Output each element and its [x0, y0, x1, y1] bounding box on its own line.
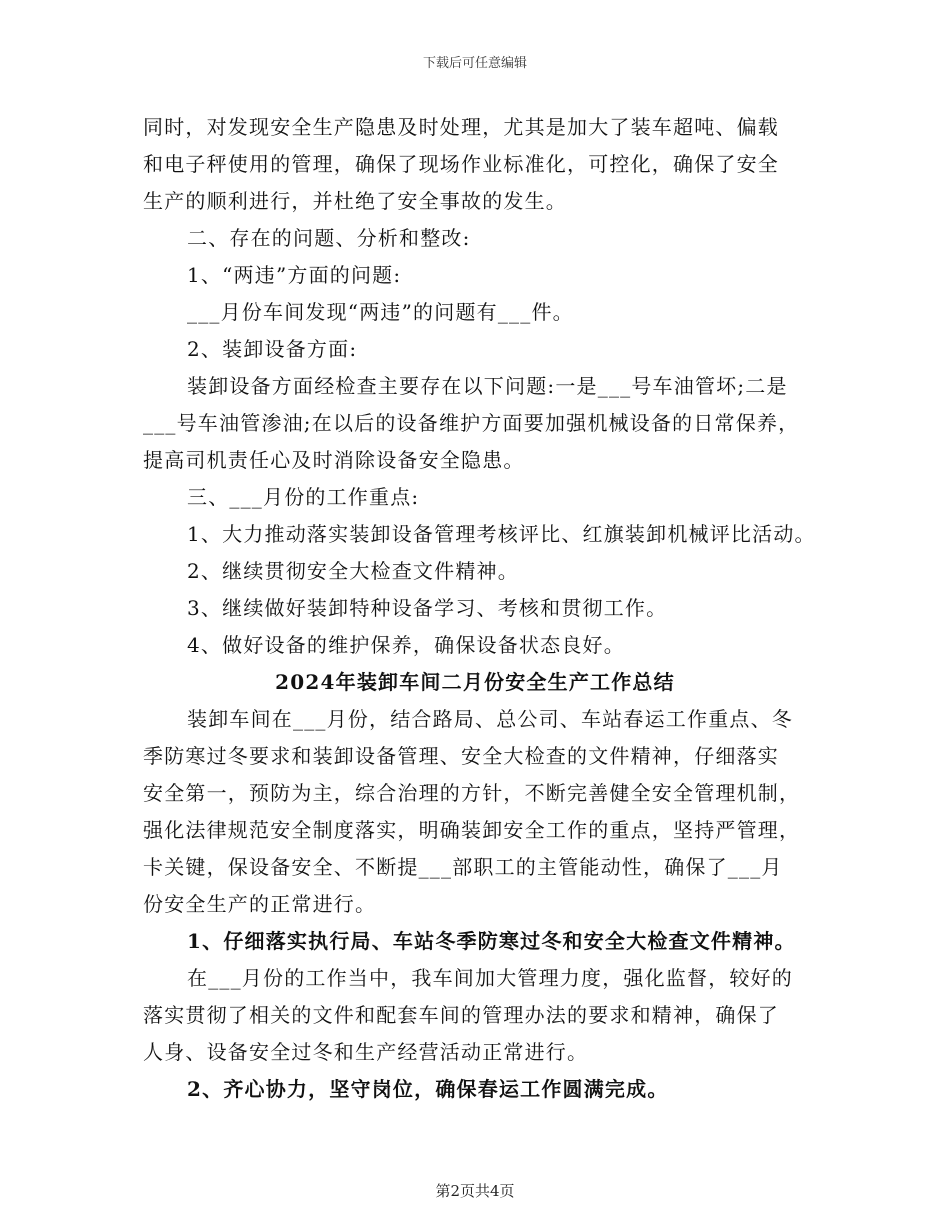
body-line: ___月份车间发现“两违”的问题有___件。 — [187, 300, 574, 324]
section-heading: 三、___月份的工作重点: — [187, 485, 420, 509]
body-line: ___号车油管渗油;在以后的设备维护方面要加强机械设备的日常保养， — [143, 411, 800, 435]
body-line: 装卸车间在___月份，结合路局、总公司、车站春运工作重点、冬 — [187, 707, 793, 731]
list-item: 2、继续贯彻安全大检查文件精神。 — [187, 559, 519, 583]
subsection-heading: 1、“两违”方面的问题: — [187, 263, 402, 287]
body-line: 季防寒过冬要求和装卸设备管理、安全大检查的文件精神，仔细落实 — [143, 744, 779, 768]
section-heading: 二、存在的问题、分析和整改: — [187, 226, 471, 250]
page-footer: 第2页共4页 — [435, 1182, 515, 1200]
body-line: 人身、设备安全过冬和生产经营活动正常进行。 — [143, 1040, 589, 1064]
body-line: 安全第一，预防为主，综合治理的方针，不断完善健全安全管理机制， — [143, 781, 801, 805]
body-line: 和电子秤使用的管理，确保了现场作业标准化，可控化，确保了安全 — [143, 152, 779, 176]
body-line: 卡关键，保设备安全、不断提___部职工的主管能动性，确保了___月 — [143, 855, 783, 879]
list-item: 4、做好设备的维护保养，确保设备状态良好。 — [187, 633, 625, 657]
body-line: 同时，对发现安全生产隐患及时处理，尤其是加大了装车超吨、偏载 — [143, 115, 779, 139]
page-header: 下载后可任意编辑 — [422, 56, 527, 71]
body-line: 装卸设备方面经检查主要存在以下问题:一是___号车油管坏;二是 — [187, 374, 788, 398]
list-item: 1、大力推动落实装卸设备管理考核评比、红旗装卸机械评比活动。 — [187, 522, 816, 546]
body-line: 落实贯彻了相关的文件和配套车间的管理办法的要求和精神，确保了 — [143, 1003, 779, 1027]
subsection-heading: 2、装卸设备方面: — [187, 337, 358, 361]
body-line: 提高司机责任心及时消除设备安全隐患。 — [143, 448, 525, 472]
document-title: 2024年装卸车间二月份安全生产工作总结 — [275, 670, 675, 694]
body-line: 生产的顺利进行，并杜绝了安全事故的发生。 — [143, 189, 567, 213]
bold-subheading: 1、仔细落实执行局、车站冬季防寒过冬和安全大检查文件精神。 — [187, 929, 796, 953]
body-line: 份安全生产的正常进行。 — [143, 892, 377, 916]
bold-subheading: 2、齐心协力，坚守岗位，确保春运工作圆满完成。 — [187, 1077, 669, 1101]
list-item: 3、继续做好装卸特种设备学习、考核和贯彻工作。 — [187, 596, 668, 620]
body-line: 强化法律规范安全制度落实，明确装卸安全工作的重点，坚持严管理， — [143, 818, 801, 842]
body-line: 在___月份的工作当中，我车间加大管理力度，强化监督，较好的 — [187, 966, 793, 990]
